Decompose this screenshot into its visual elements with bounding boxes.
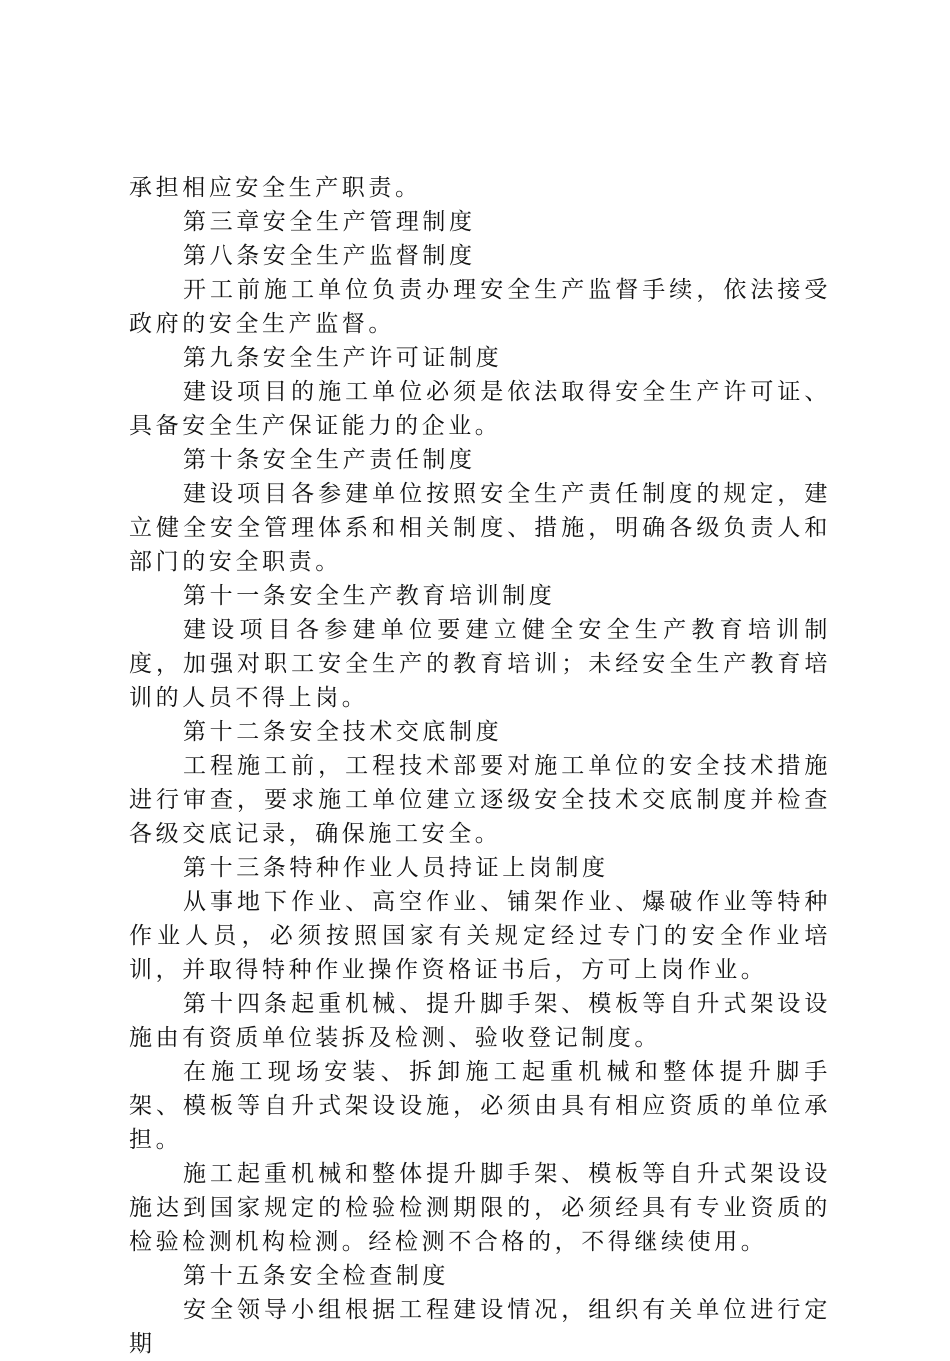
document-body [129,171,831,1361]
paragraph: 在施工现场安装、拆卸施工起重机械和整体提升脚手架、模板等自升式架设设施，必须由具有相应资质的单位承担。 [129,1059,831,1153]
article-heading: 第十三条特种作业人员持证上岗制度 [183,855,609,881]
paragraph: 建设项目的施工单位必须是依法取得安全生产许可证、具备安全生产保证能力的企业。 [129,379,831,439]
paragraph-continuation: 承担相应安全生产职责。 [129,175,422,201]
article-heading: 第十一条安全生产教育培训制度 [183,583,556,609]
paragraph: 施工起重机械和整体提升脚手架、模板等自升式架设设施达到国家规定的检验检测期限的，必须经具有专业资质的检验检测机构检测。经检测不合格的，不得继续使用。 [129,1161,831,1255]
paragraph: 安全领导小组根据工程建设情况，组织有关单位进行定期 [129,1297,831,1357]
article-heading: 第十五条安全检查制度 [183,1263,449,1289]
paragraph: 从事地下作业、高空作业、铺架作业、爆破作业等特种作业人员，必须按照国家有关规定经过专门的安全作业培训，并取得特种作业操作资格证书后，方可上岗作业。 [129,889,831,983]
paragraph: 建设项目各参建单位按照安全生产责任制度的规定，建立健全安全管理体系和相关制度、措施，明确各级负责人和部门的安全职责。 [129,481,831,575]
paragraph: 开工前施工单位负责办理安全生产监督手续，依法接受政府的安全生产监督。 [129,277,831,337]
article-heading: 第九条安全生产许可证制度 [183,345,503,371]
article-heading: 第十二条安全技术交底制度 [183,719,503,745]
paragraph: 建设项目各参建单位要建立健全安全生产教育培训制度，加强对职工安全生产的教育培训；未经安全生产教育培训的人员不得上岗。 [129,617,831,711]
article-heading: 第十条安全生产责任制度 [183,447,476,473]
article-heading: 第十四条起重机械、提升脚手架、模板等自升式架设设施由有资质单位装拆及检测、验收登记制度。 [129,991,831,1051]
paragraph: 工程施工前，工程技术部要对施工单位的安全技术措施进行审查，要求施工单位建立逐级安全技术交底制度并检查各级交底记录，确保施工安全。 [129,753,831,847]
article-heading: 第八条安全生产监督制度 [183,243,476,269]
chapter-heading: 第三章安全生产管理制度 [183,209,476,235]
